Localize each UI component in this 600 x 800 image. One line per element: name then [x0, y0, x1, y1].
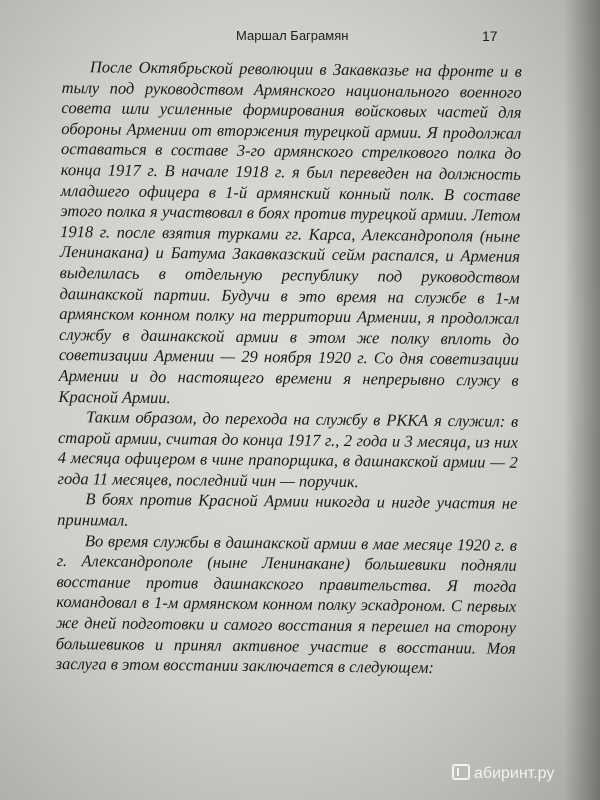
- body-text: [56, 57, 522, 680]
- paragraph-2: Таким образом, до перехода на службу в РККА я служил: в старой армии, считая до конца 1917 г., 2 года и 3 месяца, из них 4 месяца офицером в чине прапорщика, в дашнакской армии — 2 года 11 месяцев, последний чин — поручик.: [57, 407, 519, 492]
- page-number: 17: [482, 28, 498, 44]
- header-author: Маршал Баграмян: [236, 28, 349, 43]
- running-header: [0, 28, 600, 50]
- watermark-text: абиринт.ру: [474, 765, 555, 782]
- paragraph-3: В боях против Красной Армии никогда и нигде участия не принимал.: [57, 489, 518, 530]
- paragraph-1: После Октябрьской революции в Закавказье на фронте и в тылу под руководством Армянского национального военного совета шли усиленные формирования войсковых частей для обороны Армении от вторжения турецкой армии. Я продолжал оставаться в составе 3-го армянского стрелкового полка до конца 1917 г. В начале 1918 г. я был переведен на должность младшего офицера в 1-й армянский конный полк. В составе этого полка я участвовал в боях против турецкой армии. Летом 1918 г. после взятия турками гг. Карса, Александрополя (ныне Ленинакана) и Батума Закавказский сейм распался, и Армения выделилась в отдельную республику под руководством дашнакской партии. Будучи в это время на службе в 1-м армянском конном полку на территории Армении, я продолжал службу в дашнакской армии в этом же полку вплоть до советизации Армении — 29 ноября 1920 г. Со дня советизации Армении и до настоящего времени я непрерывно служу в Красной Армии.: [58, 57, 522, 407]
- watermark: [452, 764, 554, 783]
- labirint-logo-icon: [452, 764, 470, 780]
- page-shadow: [564, 0, 600, 800]
- paragraph-4: Во время службы в дашнакской армии в мае месяце 1920 г. в г. Александрополе (ныне Ленинакане) большевики подняли восстание против дашнакского правительства. Я тогда командовал в 1-м армянском конном полку эскадроном. С первых же дней подготовки и самого восстания я перешел на сторону большевиков и принял активное участие в восстании. Моя заслуга в этом восстании заключается в следующем:: [55, 530, 518, 678]
